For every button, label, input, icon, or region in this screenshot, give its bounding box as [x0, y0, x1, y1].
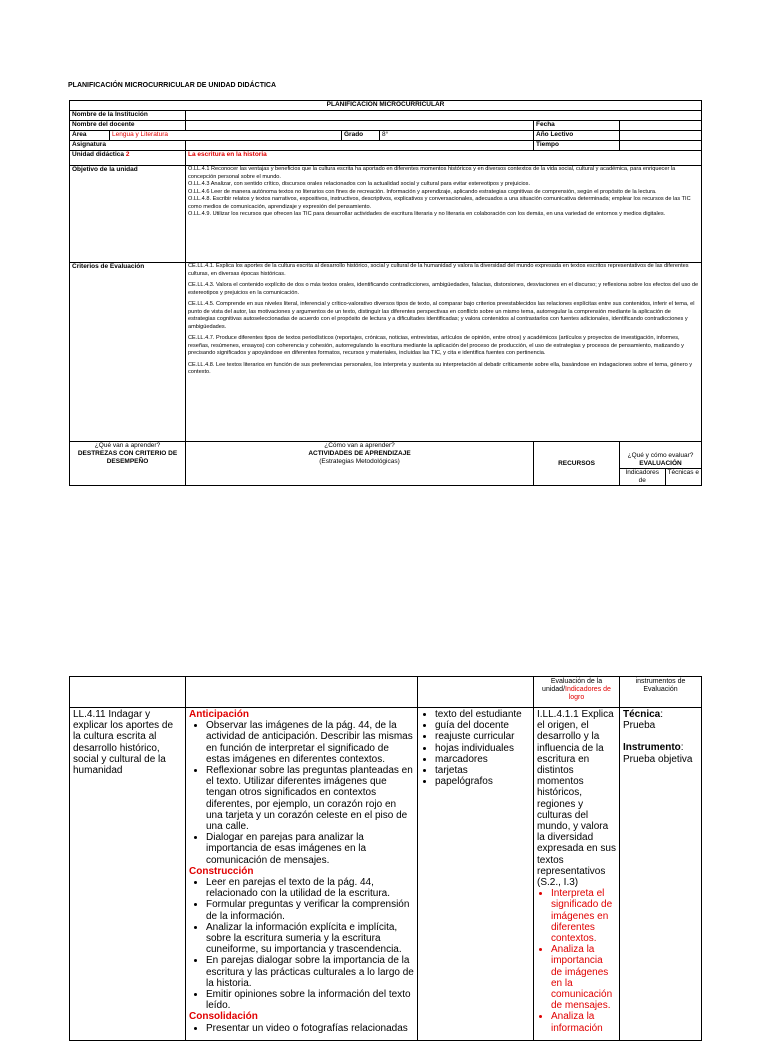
value-date[interactable] — [620, 121, 702, 131]
indicator-item: • Interpreta el significado de imágenes en diferentes contextos. — [551, 888, 616, 944]
anticipation-list — [189, 720, 414, 866]
value-grade: 8° — [380, 131, 534, 141]
resource-item: • reajuste curricular — [435, 731, 530, 742]
header-resource-cell — [418, 677, 534, 708]
resource-item: • guía del docente — [435, 720, 530, 731]
indicator-item: • Analiza la información — [551, 1011, 616, 1033]
column-evaluation: ¿Qué y cómo evaluar? EVALUACIÓN — [620, 442, 702, 469]
criteria-item: CE.LL.4.8. Lee textos literarios en función de sus preferencias personales, los interpreta y sustenta su interpretación al debatir críticamente sobre ella, basándose en indagaciones sobre el tema, género y contexto. — [188, 361, 693, 375]
document-title: PLANIFICACIÓN MICROCURRICULAR DE UNIDAD DIDÁCTICA — [68, 82, 277, 89]
resource-item: • tarjetas — [435, 765, 530, 776]
resource-item: • papelógrafos — [435, 776, 530, 787]
column-activities: ¿Cómo van a aprender? ACTIVIDADES DE APRENDIZAJE (Estrategias Metodológicas) — [186, 442, 534, 486]
value-subject[interactable] — [186, 141, 534, 151]
header-indicators: Evaluación de la unidad/Indicadores de logro — [534, 677, 620, 708]
value-time[interactable] — [620, 141, 702, 151]
indicator-text: I.LL.4.1.1 Explica el origen, el desarrollo y la influencia de la escritura en distintos momentos históricos, regiones y culturas del mundo, y valora la diversidad expresada en sus textos representativos (S.2., I.3) — [537, 709, 616, 889]
header-instruments: instrumentos de Evaluación — [620, 677, 702, 708]
objectives-list — [186, 166, 702, 263]
column-skills: ¿Qué van a aprender? DESTREZAS CON CRITERIO DE DESEMPEÑO — [70, 442, 186, 486]
activities-table — [69, 676, 702, 1041]
label-date: Fecha — [534, 121, 620, 131]
objective-item: O.LL.4.9. Utilizar los recursos que ofrecen las TIC para desarrollar actividades de escritura literaria y no literaria en colaboración con los demás, en una variedad de entornos y medios digitales. — [188, 211, 666, 217]
construction-list — [189, 877, 414, 1011]
consolidation-title: Consolidación — [189, 1011, 258, 1023]
list-item: • Formular preguntas y verificar la comprensión de la información. — [206, 899, 414, 921]
construction-title: Construcción — [189, 865, 254, 877]
label-teacher: Nombre del docente — [70, 121, 186, 131]
list-item: • Reflexionar sobre las preguntas planteadas en el texto. Utilizar diferentes imágenes que tengan otros significados en contextos diferentes, por ejemplo, un corazón rojo en una tarjeta y un corazón celeste en el piso de una calle. — [206, 765, 414, 832]
value-teacher[interactable] — [186, 121, 534, 131]
resource-item: • marcadores — [435, 754, 530, 765]
techniques-header: Técnicas e — [667, 469, 699, 476]
activities-cell — [186, 708, 418, 1041]
planning-header: PLANIFICACIÓN MICROCURRICULAR — [70, 101, 702, 111]
consolidation-list — [189, 1023, 414, 1034]
objective-item: O.LL.4.8. Escribir relatos y textos narrativos, expositivos, instructivos, descriptivos, explicativos y conversacionales, adecuados a una situación comunicativa determinada; emplear los recursos de las TIC como medios de comunicación, aprendizaje y expresión del pensamiento. — [188, 196, 691, 210]
evaluation-subheader — [620, 469, 702, 486]
label-subject: Asignatura — [70, 141, 186, 151]
list-item: • Dialogar en parejas para analizar la importancia de esas imágenes en la comunicación de mensajes. — [206, 832, 414, 866]
technique: Técnica: — [623, 709, 664, 720]
resources-cell — [418, 708, 534, 1041]
label-unit: Unidad didáctica 2 — [70, 151, 186, 166]
header-skill-cell — [70, 677, 186, 708]
planning-table — [69, 100, 702, 486]
criteria-item: CE.LL.4.5. Comprende en sus niveles literal, inferencial y crítico-valorativo diversos tipos de texto, al comparar bajo criterios preestablecidos las relaciones explícitas entre sus contenidos, inferir el tema, el punto de vista del autor, las motivaciones y argumentos de un texto, distinguir las diferentes perspectivas en conflicto sobre un mismo tema, autorregular la comprensión mediante la aplicación de estrategias cognitivas autoseleccionadas de acuerdo con el propósito de lectura y a dificultades identificadas; y valora contenidos al contrastarlos con fuentes adicionales, identificando contradicciones y ambigüedades. — [188, 301, 695, 330]
objective-item: O.LL.4.6 Leer de manera autónoma textos no literarios con fines de recreación. Información y aprendizaje, aplicando estrategias cognitivas de comprensión, según el propósito de la lectura. — [188, 188, 657, 195]
resource-item: • hojas individuales — [435, 743, 530, 754]
criteria-item: CE.LL.4.7. Produce diferentes tipos de textos periodísticos (reportajes, crónicas, noticias, entrevistas, artículos de opinión, entre otros) y académicos (artículos y proyectos de investigación, informes, reseñas, resúmenes, ensayos) con coherencia y cohesión, autorregulando la escritura mediante la aplicación del proceso de producción, el uso de estrategias y procesos de pensamiento, matizando y precisando significados y apoyándose en diferentes formatos, recursos y materiales, incluidas las TIC, y cita e identifica fuentes con pertinencia. — [188, 335, 684, 356]
value-unit: La escritura en la historia — [186, 151, 702, 166]
list-item: • Observar las imágenes de la pág. 44, de la actividad de anticipación. Describir las mismas en función de interpretar el significado de estas imágenes en diferentes contextos. — [206, 720, 414, 765]
list-item: • En parejas dialogar sobre la importancia de la escritura y las prácticas culturales a lo largo de la historia. — [206, 955, 414, 989]
criteria-list — [186, 263, 702, 442]
criteria-item: CE.LL.4.1. Explica los aportes de la cultura escrita al desarrollo histórico, social y cultural de la humanidad y valora la diversidad del mundo expresada en textos escritos representativos de las diferentes culturas, en diversas épocas históricas. — [188, 263, 689, 277]
label-institution: Nombre de la Institución — [70, 111, 186, 121]
value-area: Lengua y Literatura — [110, 131, 342, 141]
instrument-value: Prueba objetiva — [623, 753, 693, 765]
instruments-cell — [620, 708, 702, 1041]
objective-item: O.LL.4.1 Reconocer las ventajas y beneficios que la cultura escrita ha aportado en diferentes momentos históricos y en diversos contextos de la vida social, cultural y académica, para enriquecer la concepción personal sobre el mundo. — [188, 166, 676, 180]
value-institution[interactable] — [186, 111, 702, 121]
label-objective: Objetivo de la unidad — [70, 166, 186, 263]
technique-value: Prueba — [623, 720, 656, 732]
label-year: Año Lectivo — [534, 131, 620, 141]
label-criteria: Criterios de Evaluación — [70, 263, 186, 442]
indicator-list — [537, 888, 616, 1034]
indicators-header: Indicadores de — [620, 469, 665, 485]
unit-number: 2 — [125, 151, 130, 158]
resource-item: • texto del estudiante — [435, 709, 530, 720]
objective-item: O.LL.4.3 Analizar, con sentido crítico, discursos orales relacionados con la actualidad social y cultural para evitar estereotipos y prejuicios. — [188, 181, 531, 187]
list-item: • Emitir opiniones sobre la información del texto leído. — [206, 989, 414, 1011]
skill-cell: LL.4.11 Indagar y explicar los aportes de la cultura escrita al desarrollo histórico, social y cultural de la humanidad — [70, 708, 186, 1041]
criteria-item: CE.LL.4.3. Valora el contenido explícito de dos o más textos orales, identificando contradicciones, ambigüedades, falacias, distorsiones, desviaciones en el discurso; y reflexiona sobre los efectos del uso de estereotipos y prejuicios en la comunicación. — [188, 282, 699, 296]
list-item: • Presentar un video o fotografías relacionadas — [206, 1023, 414, 1034]
indicator-item: • Analiza la importancia de imágenes en la comunicación de mensajes. — [551, 944, 616, 1011]
label-area: Área — [70, 131, 110, 141]
label-time: Tiempo — [534, 141, 620, 151]
label-grade: Grado — [342, 131, 380, 141]
value-year[interactable] — [620, 131, 702, 141]
list-item: • Analizar la información explícita e implícita, sobre la escritura sumeria y la escritura cuneiforme, su importancia y trascendencia. — [206, 922, 414, 956]
list-item: • Leer en parejas el texto de la pág. 44, relacionado con la utilidad de la escritura. — [206, 877, 414, 899]
instrument: Instrumento: — [623, 742, 684, 754]
column-resources: RECURSOS — [534, 442, 620, 486]
resources-list — [421, 709, 530, 787]
header-activity-cell — [186, 677, 418, 708]
indicators-cell — [534, 708, 620, 1041]
anticipation-title: Anticipación — [189, 709, 250, 720]
